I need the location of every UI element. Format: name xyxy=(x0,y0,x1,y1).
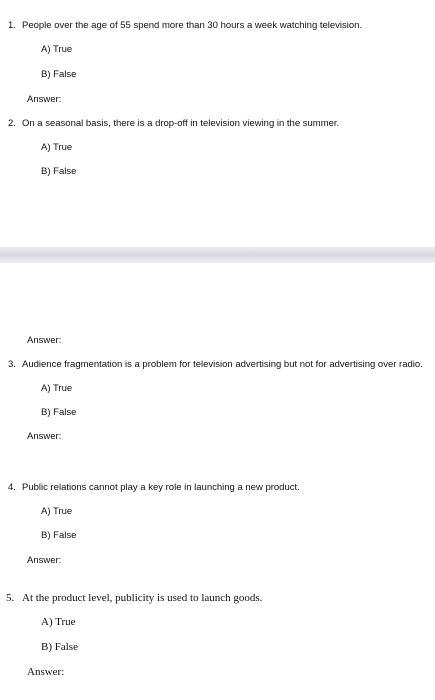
question-3-option-b: B) False xyxy=(41,407,77,418)
question-3-answer-label: Answer: xyxy=(27,431,62,442)
question-4-number: 4. xyxy=(8,482,16,493)
question-1-number: 1. xyxy=(8,20,16,31)
question-2-text: On a seasonal basis, there is a drop-off in television viewing in the summer. xyxy=(22,118,340,129)
question-4-option-a: A) True xyxy=(41,506,73,517)
question-2-option-b: B) False xyxy=(41,166,77,177)
question-4-answer-label: Answer: xyxy=(27,555,62,566)
question-5-option-a: A) True xyxy=(41,616,76,628)
question-2-answer-label: Answer: xyxy=(27,335,62,346)
question-5-text: At the product level, publicity is used to launch goods. xyxy=(22,592,263,604)
page-break-divider xyxy=(0,247,435,263)
question-1-option-a: A) True xyxy=(41,44,73,55)
question-3-option-a: A) True xyxy=(41,383,73,394)
question-1-option-b: B) False xyxy=(41,69,77,80)
question-1-answer-label: Answer: xyxy=(27,94,62,105)
question-4-text: Public relations cannot play a key role in launching a new product. xyxy=(22,482,300,493)
question-1-text: People over the age of 55 spend more than 30 hours a week watching television. xyxy=(22,20,363,31)
question-5-option-b: B) False xyxy=(41,641,78,653)
question-5-number: 5. xyxy=(6,592,15,604)
question-5-answer-label: Answer: xyxy=(27,666,65,678)
question-3-text: Audience fragmentation is a problem for television advertising but not for advertising over radio. xyxy=(22,359,423,370)
question-4-option-b: B) False xyxy=(41,530,77,541)
question-3-number: 3. xyxy=(8,359,16,370)
question-2-number: 2. xyxy=(8,118,16,129)
question-2-option-a: A) True xyxy=(41,142,73,153)
